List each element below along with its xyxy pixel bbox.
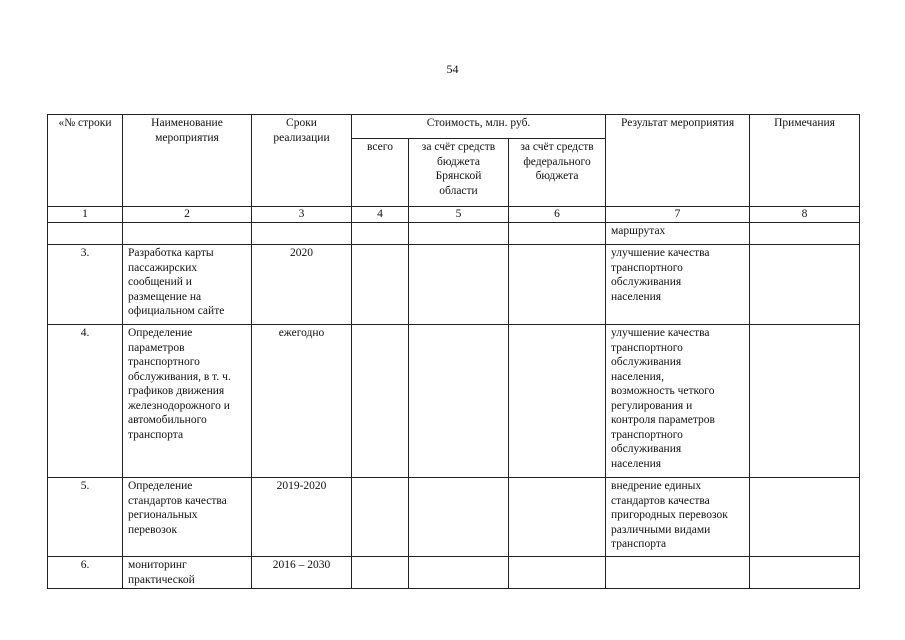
header-result: Результат мероприятия [606,115,750,207]
measure-terms: 2020 [252,245,352,325]
column-number: 7 [606,207,750,223]
measure-name: Определение параметров транспортного обслуживания, в т. ч. графиков движения железнодорожного и автомобильного транспорта [123,325,252,478]
cost-total [352,223,409,245]
table-row [48,223,860,245]
header-regional-budget: за счёт средств бюджета Брянской области [409,139,509,207]
header-terms: Сроки реализации [252,115,352,207]
measure-result: маршрутах [606,223,750,245]
header-row-number: «№ строки [48,115,123,207]
measure-terms: 2019-2020 [252,478,352,557]
cost-regional [409,245,509,325]
header-measure-name: Наименование мероприятия [123,115,252,207]
cost-federal [509,557,606,589]
row-number: 3. [48,245,123,325]
cost-total [352,325,409,478]
measure-name: мониторинг практической [123,557,252,589]
cost-federal [509,325,606,478]
cost-regional [409,223,509,245]
row-number: 6. [48,557,123,589]
measure-result: улучшение качества транспортного обслуживания населения [606,245,750,325]
column-number: 2 [123,207,252,223]
measure-result: улучшение качества транспортного обслуживания населения, возможность четкого регулирования и контроля параметров транспортного обслуживания населения [606,325,750,478]
cost-federal [509,478,606,557]
cost-regional [409,557,509,589]
cost-regional [409,478,509,557]
measure-terms: ежегодно [252,325,352,478]
measure-name: Определение стандартов качества региональных перевозок [123,478,252,557]
column-number: 5 [409,207,509,223]
row-number: 5. [48,478,123,557]
cost-federal [509,223,606,245]
table-row [48,245,860,325]
measure-notes [750,245,860,325]
measure-terms [252,223,352,245]
measure-notes [750,223,860,245]
measure-result [606,557,750,589]
column-number: 6 [509,207,606,223]
cost-federal [509,245,606,325]
measures-table [47,114,860,589]
measure-notes [750,325,860,478]
cost-total [352,478,409,557]
table-row [48,325,860,478]
measure-terms: 2016 – 2030 [252,557,352,589]
column-number: 3 [252,207,352,223]
header-federal-budget: за счёт средств федерального бюджета [509,139,606,207]
column-number: 1 [48,207,123,223]
cost-total [352,557,409,589]
page-number: 54 [446,62,459,76]
measure-notes [750,478,860,557]
table-row [48,478,860,557]
header-cost: Стоимость, млн. руб. [352,115,606,139]
row-number: 4. [48,325,123,478]
measure-notes [750,557,860,589]
cost-regional [409,325,509,478]
measure-name [123,223,252,245]
column-number: 8 [750,207,860,223]
header-total: всего [352,139,409,207]
column-number: 4 [352,207,409,223]
header-notes: Примечания [750,115,860,207]
row-number [48,223,123,245]
measure-result: внедрение единых стандартов качества пригородных перевозок различными видами транспорта [606,478,750,557]
table-row [48,557,860,589]
cost-total [352,245,409,325]
measure-name: Разработка карты пассажирских сообщений и размещение на официальном сайте [123,245,252,325]
